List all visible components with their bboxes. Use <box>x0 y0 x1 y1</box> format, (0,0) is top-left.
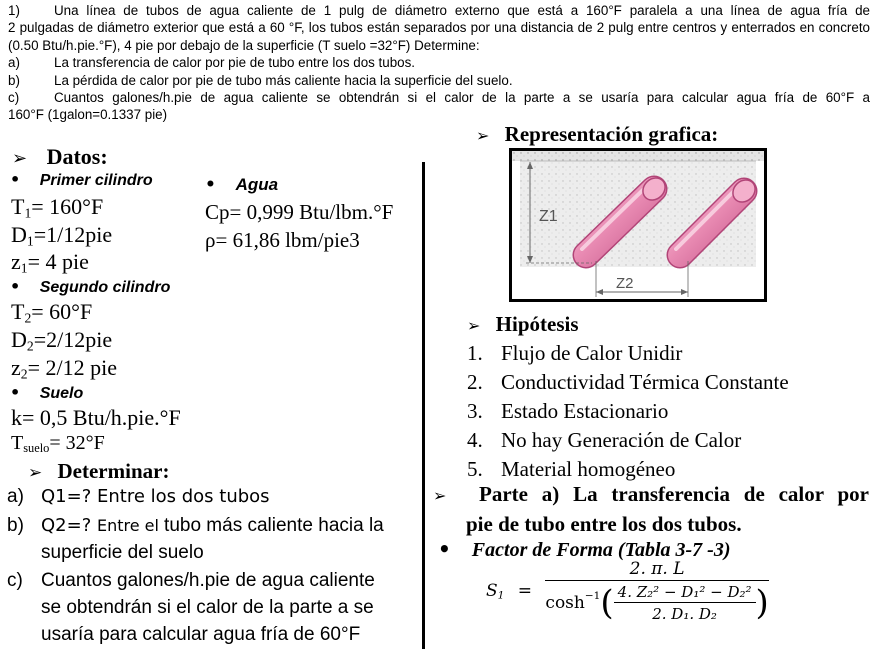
determinar-item-c-line2: se obtendrán si el calor de la parte a se <box>41 597 374 618</box>
formula-numerator: 2. π. L <box>545 559 768 581</box>
hipotesis-item-2: 2. Conductividad Térmica Constante <box>467 370 789 394</box>
z2-value: $z_2= 2/12$ pie <box>11 355 117 382</box>
formula-equals: = <box>517 581 533 601</box>
hipotesis-heading: ➢ Hipótesis <box>467 312 579 336</box>
problem-item-b-text: La pérdida de calor por pie de tubo más caliente hacia la superficie del suelo. <box>54 72 513 88</box>
formula-outer-fraction <box>545 559 768 623</box>
problem-statement <box>8 2 870 124</box>
rho-value: ρ= 61,86 lbm/pie3 <box>205 228 360 252</box>
bullet-icon: • <box>438 537 451 561</box>
hipotesis-item-1: 1. Flujo de Calor Unidir <box>467 341 683 365</box>
problem-intro-rest: 2 pulgadas de diámetro exterior que está a 60 °F, los tubos están separados por una distancia de 2 pulg entre centros y enterrados en concreto (0.50 Btu/h.pie.°F), 4 pie por debajo de la superficie (T suelo =32°F) Determine: <box>8 20 870 53</box>
formula-inner-denominator: 2. D₁. D₂ <box>652 605 717 623</box>
formula-denominator: $\cosh^{-1}$( $\frac{\text{4. Z₂² − D₁² − D₂²}}{\text{2. D₁. D₂}}$ ) <box>545 583 769 623</box>
t1-value: $T_1= 160^\circ F$ <box>11 194 104 221</box>
concrete-surface <box>512 151 764 161</box>
bullet-icon: • <box>205 175 216 195</box>
agua-label: • Agua <box>205 175 279 195</box>
parte-a-heading: ➢ Parte a) La transferencia de calor por <box>433 482 869 506</box>
z1-label: Z1 <box>539 208 558 225</box>
problem-number: 1) <box>8 3 20 18</box>
representacion-heading: ➢ Representación grafica: <box>476 122 719 146</box>
column-divider <box>422 162 425 649</box>
d2-value: $D_2=2/12pie$ <box>11 327 113 354</box>
bullet-icon: • <box>10 277 21 296</box>
problem-item-a-text: La transferencia de calor por pie de tubo entre los dos tubos. <box>54 55 416 71</box>
arrow-icon: ➢ <box>433 486 447 505</box>
hipotesis-item-3: 3. Estado Estacionario <box>467 399 669 423</box>
determinar-item-a: a) Q1=? Entre los dos tubos <box>7 486 270 507</box>
formula-inner-numerator: 4. Z₂² − D₁² − D₂² <box>614 583 756 603</box>
problem-item-b-label: b) <box>8 72 20 88</box>
determinar-item-c: c) Cuantos galones/h.pie de agua caliente <box>7 570 375 591</box>
problem-item-a-label: a) <box>8 55 20 71</box>
hipotesis-item-4: 4. No hay Generación de Calor <box>467 428 742 452</box>
k-value: k= 0,5 Btu/h.pie.°F <box>11 405 181 430</box>
determinar-item-b-line2: superficie del suelo <box>41 542 204 563</box>
bullet-icon: • <box>10 170 21 189</box>
parte-a-heading-line2: pie de tubo entre los dos tubos. <box>466 512 742 536</box>
primer-cilindro-label: • Primer cilindro <box>10 170 153 189</box>
determinar-heading: ➢ Determinar: <box>28 459 170 483</box>
formula-lhs: $S_1$ <box>486 581 505 602</box>
t2-value: $T_2= 60^\circ F$ <box>11 299 93 326</box>
problem-item-c-label: c) <box>8 90 20 106</box>
shape-factor-formula <box>486 559 769 623</box>
bullet-icon: • <box>10 383 21 402</box>
suelo-label: • Suelo <box>10 383 84 402</box>
datos-heading: ➢ Datos: <box>12 144 108 169</box>
arrow-icon: ➢ <box>467 316 481 335</box>
arrow-icon: ➢ <box>12 148 28 169</box>
factor-forma-label: • Factor de Forma (Tabla 3-7 -3) <box>438 537 731 561</box>
problem-item-c-text: Cuantos galones/h.pie de agua caliente se obtendrán si el calor de la parte a se usaría para calcular agua fría de 60°F a <box>54 90 870 106</box>
hipotesis-item-5: 5. Material homogéneo <box>467 457 676 481</box>
problem-last-line: 160°F (1galon=0.1337 pie) <box>8 107 168 123</box>
z2-label: Z2 <box>616 275 634 292</box>
determinar-item-c-line3: usaría para calcular agua fría de 60°F <box>41 624 361 645</box>
tsuelo-value: $T_{suelo}= 32^\circ F$ <box>11 432 105 456</box>
cp-value: Cp= 0,999 Btu/lbm.°F <box>205 200 394 224</box>
d1-value: $D_1=1/12pie$ <box>11 222 113 249</box>
determinar-item-b: b) Q2=? Entre el tubo más caliente hacia la <box>7 515 384 536</box>
arrow-icon: ➢ <box>476 126 490 145</box>
segundo-cilindro-label: • Segundo cilindro <box>10 277 171 296</box>
arrow-icon: ➢ <box>28 463 43 483</box>
problem-intro-line1: Una línea de tubos de agua caliente de 1 pulg de diámetro externo que está a 160°F paralela a una línea de agua fría de <box>54 3 870 18</box>
pipes-illustration <box>512 151 764 299</box>
z1-value: $z_1= 4$ pie <box>11 249 89 276</box>
pipes-figure <box>509 148 767 302</box>
